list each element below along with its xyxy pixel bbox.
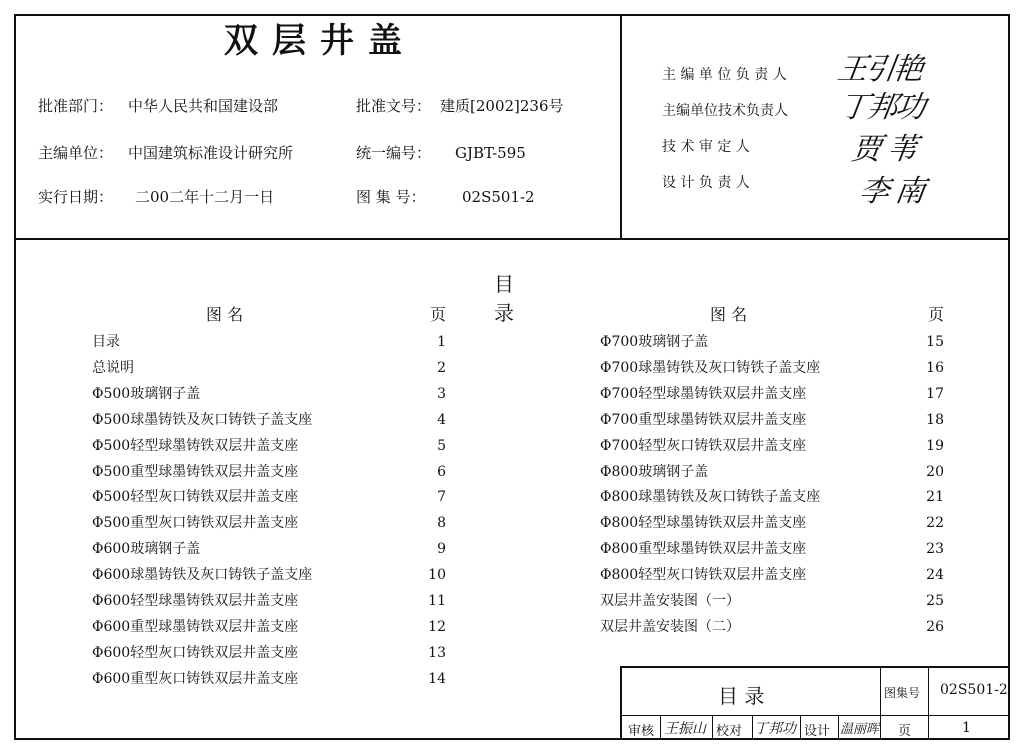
toc-entry-name: Φ700玻璃钢子盖 [600,334,709,350]
chief-unit-value: 中国建筑标准设计研究所 [128,144,294,162]
tb-div-e [838,715,839,740]
toc-entry-page: 18 [926,411,944,428]
left-col-name-header: 图 名 [206,305,244,324]
toc-entry-name: Φ600轻型球墨铸铁双层井盖支座 [92,593,299,609]
toc-entry-page: 8 [437,515,446,532]
tb-top [620,666,1010,668]
toc-entry-name: Φ500球墨铸铁及灰口铸铁子盖支座 [92,411,313,428]
toc-entry-page: 7 [437,489,446,506]
role-chief-tech-head: 主编单位技术负责人 [662,103,788,119]
toc-entry-page: 2 [437,359,446,376]
approval-no-value: 建质[2002]236号 [440,97,564,115]
signature-chief-tech-head: 丁邦功 [837,90,926,125]
header-divider [14,238,1010,240]
toc-entry-page: 24 [926,567,944,584]
tb-left [620,666,622,740]
atlas-no-value: 02S501-2 [462,188,535,206]
toc-entry-page: 17 [926,385,944,402]
tb-design-label: 设计 [804,724,831,739]
toc-entry-name: Φ600轻型灰口铸铁双层井盖支座 [92,644,299,661]
toc-entry-name: Φ600重型球墨铸铁双层井盖支座 [92,618,299,635]
signature-design-head: 李 南 [857,174,926,209]
tb-div1 [880,666,881,740]
toc-entry-page: 13 [428,644,446,661]
tb-page-label: 页 [898,724,912,739]
toc-entry-name: Φ800球墨铸铁及灰口铸铁子盖支座 [600,489,821,506]
toc-entry-name: Φ500重型灰口铸铁双层井盖支座 [92,515,299,532]
toc-entry-page: 14 [428,670,446,687]
tb-div-c [752,715,753,740]
toc-entry-page: 9 [437,541,446,558]
tb-page-value: 1 [962,720,971,736]
toc-entry-name: Φ500玻璃钢子盖 [92,385,201,402]
tb-div-b [712,715,713,740]
unified-no-label: 统一编号： [356,144,432,162]
toc-entry-name: Φ700轻型灰口铸铁双层井盖支座 [600,437,807,454]
signature-tech-reviewer: 贾 苇 [849,132,918,167]
toc-entry-page: 3 [437,385,446,402]
toc-entry-page: 12 [428,618,446,635]
role-chief-unit-head: 主 编 单 位 负 责 人 [662,67,787,83]
toc-entry-name: Φ800轻型球墨铸铁双层井盖支座 [600,515,807,532]
toc-entry-page: 4 [437,411,446,428]
toc-entry-name: Φ600球墨铸铁及灰口铸铁子盖支座 [92,567,313,584]
toc-entry-name: Φ800重型球墨铸铁双层井盖支座 [600,541,807,558]
toc-entry-name: 总说明 [92,359,134,376]
toc-entry-name: Φ700轻型球墨铸铁双层井盖支座 [600,385,807,402]
toc-entry-page: 20 [926,463,944,480]
header-vertical-divider [620,14,622,240]
toc-entry-name: Φ700重型球墨铸铁双层井盖支座 [600,411,807,428]
toc-title: 目 录 [494,272,526,325]
tb-check-label: 校对 [716,724,743,739]
tb-div-a [660,715,661,740]
signature-chief-unit-head: 王引艳 [835,52,924,87]
approval-no-label: 批准文号： [356,97,432,115]
toc-entry-name: Φ800玻璃钢子盖 [600,463,709,480]
toc-entry-name: Φ500轻型球墨铸铁双层井盖支座 [92,437,299,454]
toc-entry-name: Φ500轻型灰口铸铁双层井盖支座 [92,489,299,506]
tb-drawing-name: 目 录 [718,684,765,708]
atlas-no-label: 图 集 号： [356,188,426,206]
toc-entry-page: 16 [926,359,944,376]
tb-div-d [800,715,801,740]
unified-no-value: GJBT-595 [455,144,526,162]
role-design-head: 设 计 负 责 人 [662,175,750,191]
toc-entry-page: 22 [926,515,944,532]
toc-entry-page: 19 [926,437,944,454]
tb-review-sig: 王振山 [664,721,706,737]
toc-entry-name: 双层井盖安装图（二） [600,618,740,635]
tb-atlas-label: 图集号 [884,686,921,700]
left-col-page-header: 页 [430,305,447,324]
toc-entry-page: 21 [926,489,944,506]
chief-unit-label: 主编单位： [38,144,114,162]
effective-date-value: 二00二年十二月一日 [135,188,275,206]
right-col-page-header: 页 [928,305,945,324]
role-tech-reviewer: 技 术 审 定 人 [662,139,750,155]
tb-design-sig: 温丽晖 [840,722,880,737]
toc-entry-page: 1 [437,334,446,350]
toc-entry-name: Φ600玻璃钢子盖 [92,541,201,558]
tb-review-label: 审核 [628,724,655,739]
toc-entry-name: 目录 [92,334,120,350]
tb-check-sig: 丁邦功 [754,721,796,737]
toc-entry-name: Φ600重型灰口铸铁双层井盖支座 [92,670,299,687]
toc-entry-page: 15 [926,334,944,350]
toc-entry-page: 26 [926,618,944,635]
right-col-name-header: 图 名 [710,305,748,324]
tb-mid [620,715,1010,716]
toc-entry-name: Φ500重型球墨铸铁双层井盖支座 [92,463,299,480]
approval-dept-value: 中华人民共和国建设部 [128,97,279,115]
toc-entry-page: 11 [428,593,446,609]
toc-entry-name: 双层井盖安装图（一） [600,593,740,609]
toc-entry-page: 6 [437,463,446,480]
approval-dept-label: 批准部门： [38,97,114,115]
effective-date-label: 实行日期： [38,188,114,206]
toc-entry-page: 5 [437,437,446,454]
toc-entry-name: Φ800轻型灰口铸铁双层井盖支座 [600,567,807,584]
tb-atlas-value: 02S501-2 [940,682,1008,698]
page-title: 双层井盖 [224,21,416,61]
tb-div2 [928,666,929,740]
toc-entry-page: 10 [428,567,446,584]
toc-entry-page: 25 [926,593,944,609]
toc-entry-page: 23 [926,541,944,558]
toc-entry-name: Φ700球墨铸铁及灰口铸铁子盖支座 [600,359,821,376]
